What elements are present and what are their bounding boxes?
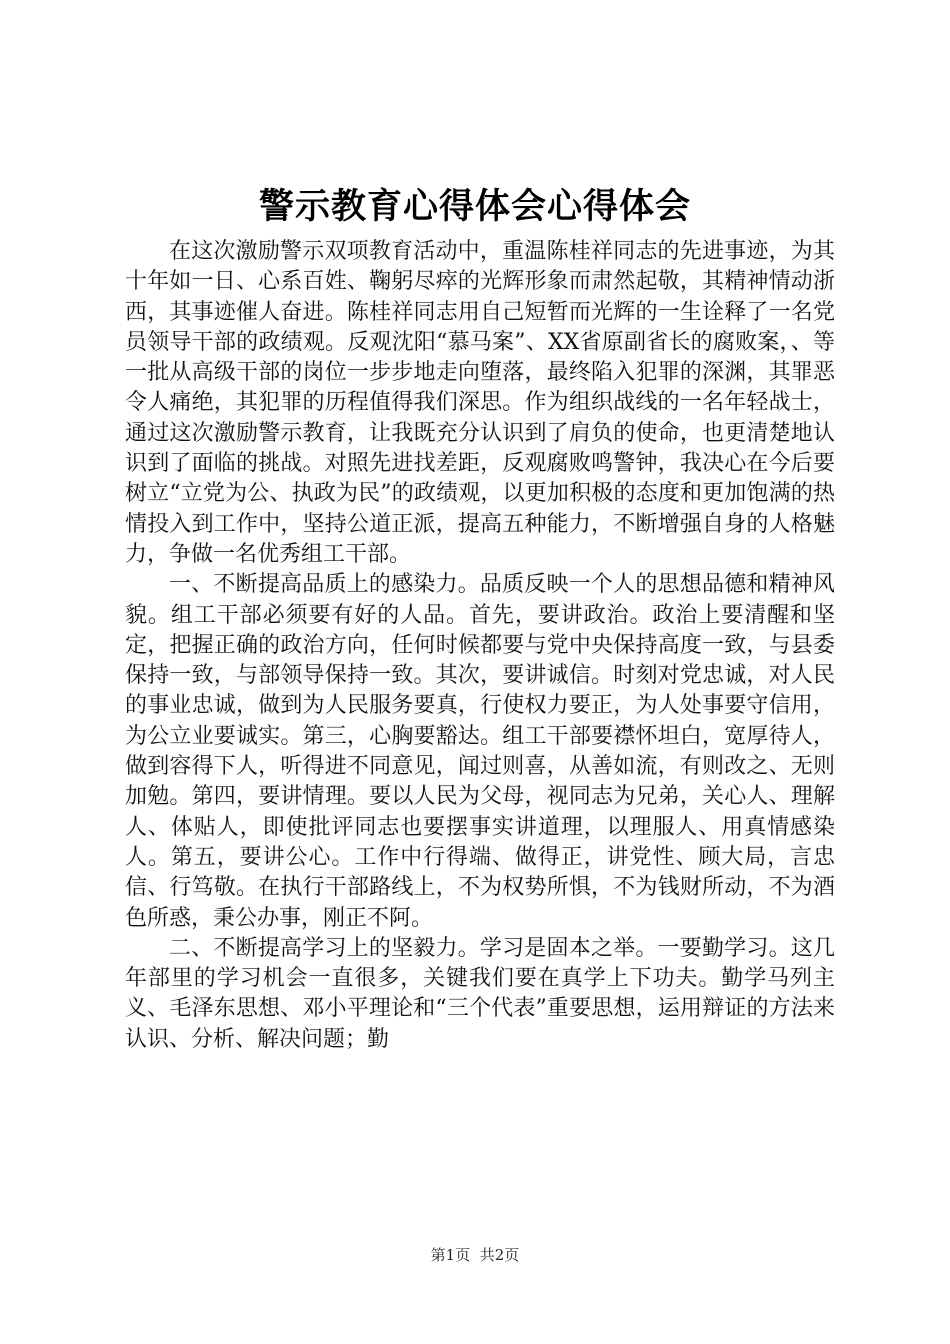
paragraph-section-1: 一、不断提高品质上的感染力。品质反映一个人的思想品德和精神风貌。组工干部必须要有好的人品。首先，要讲政治。政治上要清醒和坚定，把握正确的政治方向，任何时候都要与党中央保持高度一致，与县委保持一致，与部领导保持一致。其次，要讲诚信。时刻对党忠诚，对人民的事业忠诚，做到为人民服务要真，行使权力要正，为人处事要守信用，为公立业要诚实。第三，心胸要豁达。组工干部要襟怀坦白，宽厚待人，做到容得下人，听得进不同意见，闻过则喜，从善如流，有则改之、无则加勉。第四，要讲情理。要以人民为父母，视同志为兄弟，关心人、理解人、体贴人，即使批评同志也要摆事实讲道理，以理服人、用真情感染人。第五，要讲公心。工作中行得端、做得正，讲党性、顾大局，言忠信、行笃敬。在执行干部路线上，不为权势所惧，不为钱财所动，不为酒色所惑，秉公办事，刚正不阿。 — [125, 572, 835, 931]
page-number-current: 第1页 — [430, 1246, 471, 1264]
document-title: 警示教育心得体会心得体会 — [258, 187, 691, 227]
footer-separator — [470, 1246, 480, 1264]
paragraph-section-2: 二、不断提高学习上的坚毅力。学习是固本之举。一要勤学习。这几年部里的学习机会一直很多，关键我们要在真学上下功夫。勤学马列主义、毛泽东思想、邓小平理论和“三个代表”重要思想，运用辩证的方法来认识、分析、解决问题；勤 — [125, 935, 835, 1052]
paragraph-intro: 在这次激励警示双项教育活动中，重温陈桂祥同志的先进事迹，为其十年如一日、心系百姓、鞠躬尽瘁的光辉形象而肃然起敬，其精神情动浙西，其事迹催人奋进。陈桂祥同志用自己短暂而光辉的一生诠释了一名党员领导干部的政绩观。反观沈阳“慕马案”、XX省原副省长的腐败案，、等一批从高级干部的岗位一步步地走向堕落，最终陷入犯罪的深渊，其罪恶令人痛绝，其犯罪的历程值得我们深思。作为组织战线的一名年轻战士，通过这次激励警示教育，让我既充分认识到了肩负的使命，也更清楚地认识到了面临的挑战。对照先进找差距，反观腐败鸣警钟，我决心在今后要树立“立党为公、执政为民”的政绩观，以更加积极的态度和更加饱满的热情投入到工作中，坚持公道正派，提高五种能力，不断增强自身的人格魅力，争做一名优秀组工干部。 — [125, 239, 835, 567]
page-number-total: 共2页 — [479, 1246, 520, 1264]
page-footer — [0, 1245, 950, 1265]
document-body — [125, 237, 835, 1055]
